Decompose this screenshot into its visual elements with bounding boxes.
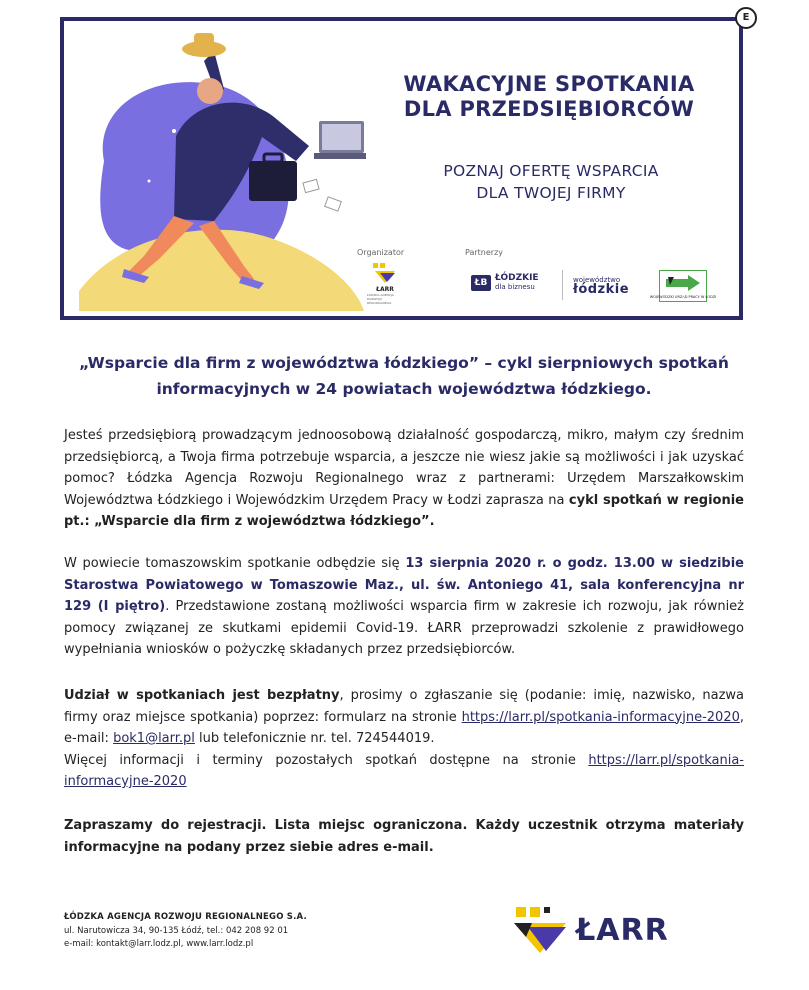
lodzkie-biznes-name: ŁÓDZKIE [495, 273, 539, 283]
lodzkie-biznes-text [495, 274, 539, 292]
registration-text-1: , prosimy o zgłaszanie się (podanie: imię, nazwisko, nazwa firmy oraz miejsce spotkania) poprzez: formularz na stronie [64, 688, 745, 725]
wojewodztwo-name: łódzkie [573, 282, 630, 297]
partner-divider [562, 270, 563, 300]
footer-address: ul. Narutowicza 34, 90-135 Łódź, tel.: 042 208 92 01 [64, 925, 289, 936]
footer-logo-name: ŁARR [576, 912, 669, 948]
meeting-date-location: 13 sierpnia 2020 r. o godz. 13.00 w siedzibie Starostwa Powiatowego w Tomaszowie Maz., ul. św. Antoniego 41, sala konferencyjna nr 129 (I piętro) [64, 556, 744, 614]
banner-title-line2: DLA PRZEDSIĘBIORCÓW [403, 97, 695, 121]
banner-subtitle-line1: POZNAJ OFERTĘ WSPARCIA [443, 162, 659, 180]
footer-company-name: ŁÓDZKA AGENCJA ROZWOJU REGIONALNEGO S.A. [64, 912, 307, 922]
intro-bold: cykl spotkań w regionie pt.: „Wsparcie dla firm z województwa łódzkiego”. [64, 492, 744, 529]
headline [64, 350, 744, 402]
intro-text: Jesteś przedsiębiorą prowadzącym jednoosobową działalność gospodarczą, mikro, małym czy średnim przedsiębiorcą, a Twoja firma potrzebuje wsparcia, a jeszcze nie wiesz jakie są możliwości i jak uzyskać pomoc? Łódzka Agencja Rozwoju Regionalnego wraz z partnerami: Urzędem Marszałkowskim Województwa Łódzkiego i Wojewódzkim Urzędem Pracy w Łodzi zaprasza na [64, 428, 744, 508]
registration-paragraph [64, 685, 744, 793]
free-participation-text: Udział w spotkaniach jest bezpłatny [64, 688, 340, 703]
wup-text: WOJEWÓDZKI URZĄD PRACY W ŁODZI [649, 295, 717, 299]
wojewodztwo-top: województwo [573, 276, 621, 284]
meeting-details-paragraph [64, 553, 744, 661]
footer-contact [64, 911, 307, 952]
wup-arrow-icon [649, 271, 717, 301]
footer-larr-logo [512, 905, 669, 955]
businessman-illustration [64, 21, 364, 316]
meeting-text-1: W powiecie tomaszowskim spotkanie odbędzie się [64, 556, 406, 571]
banner-subtitle [386, 160, 716, 204]
email-link[interactable]: bok1@larr.pl [113, 731, 195, 746]
partners-label: Partnerzy [465, 248, 504, 257]
larr-logo-icon [512, 905, 568, 955]
partner-wojewodztwo-logo [573, 275, 629, 295]
registration-form-link[interactable]: https://larr.pl/spotkania-informacyjne-2020 [461, 709, 740, 725]
partner-wup-logo [649, 270, 717, 302]
organizer-logo-name: ŁARR [376, 286, 394, 293]
headline-line1: „Wsparcie dla firm z województwa łódzkiego” – cykl sierpniowych spotkań [79, 354, 729, 372]
organizer-logo [367, 262, 403, 310]
headline-line2: informacyjnych w 24 powiatach województwa łódzkiego. [156, 380, 652, 398]
footer-contact-info: e-mail: kontakt@larr.lodz.pl, www.larr.lodz.pl [64, 939, 254, 949]
copyright-mark: E [735, 7, 757, 29]
closing-paragraph: Zapraszamy do rejestracji. Lista miejsc ograniczona. Każdy uczestnik otrzyma materiały informacyjne na podany przez siebie adres e-mail. [64, 818, 744, 855]
banner-title [384, 72, 714, 122]
more-info-link[interactable]: https://larr.pl/spotkania-informacyjne-2020 [64, 752, 744, 789]
meeting-text-2: . Przedstawione zostaną możliwości wsparcia firm w zakresie ich rozwoju, jak również pomocy związanej ze skutkami epidemii Covid-19. ŁARR przeprowadzi szkolenie z prawidłowego wypełniania wniosków o pożyczkę składanych przez przedsiębiorców. [64, 599, 745, 657]
organizer-label: Organizator [357, 248, 405, 257]
larr-logo-icon [372, 262, 398, 284]
lodzkie-biznes-mark: ŁB [471, 275, 491, 291]
organizer-logo-tagline: ŁÓDZKA AGENCJA ROZWOJU REGIONALNEGO [367, 293, 394, 305]
banner-subtitle-line2: DLA TWOJEJ FIRMY [476, 184, 626, 202]
registration-text-3: lub telefonicznie nr. tel. 724544019. [194, 731, 435, 746]
partner-lodzkie-biznes-logo [471, 274, 539, 292]
more-info-text: Więcej informacji i terminy pozostałych spotkań dostępne na stronie [64, 752, 589, 768]
lodzkie-biznes-tagline: dla biznesu [495, 283, 535, 291]
banner-title-line1: WAKACYJNE SPOTKANIA [403, 72, 695, 96]
registration-text-2: , e-mail: [64, 709, 744, 746]
intro-paragraph [64, 425, 744, 533]
